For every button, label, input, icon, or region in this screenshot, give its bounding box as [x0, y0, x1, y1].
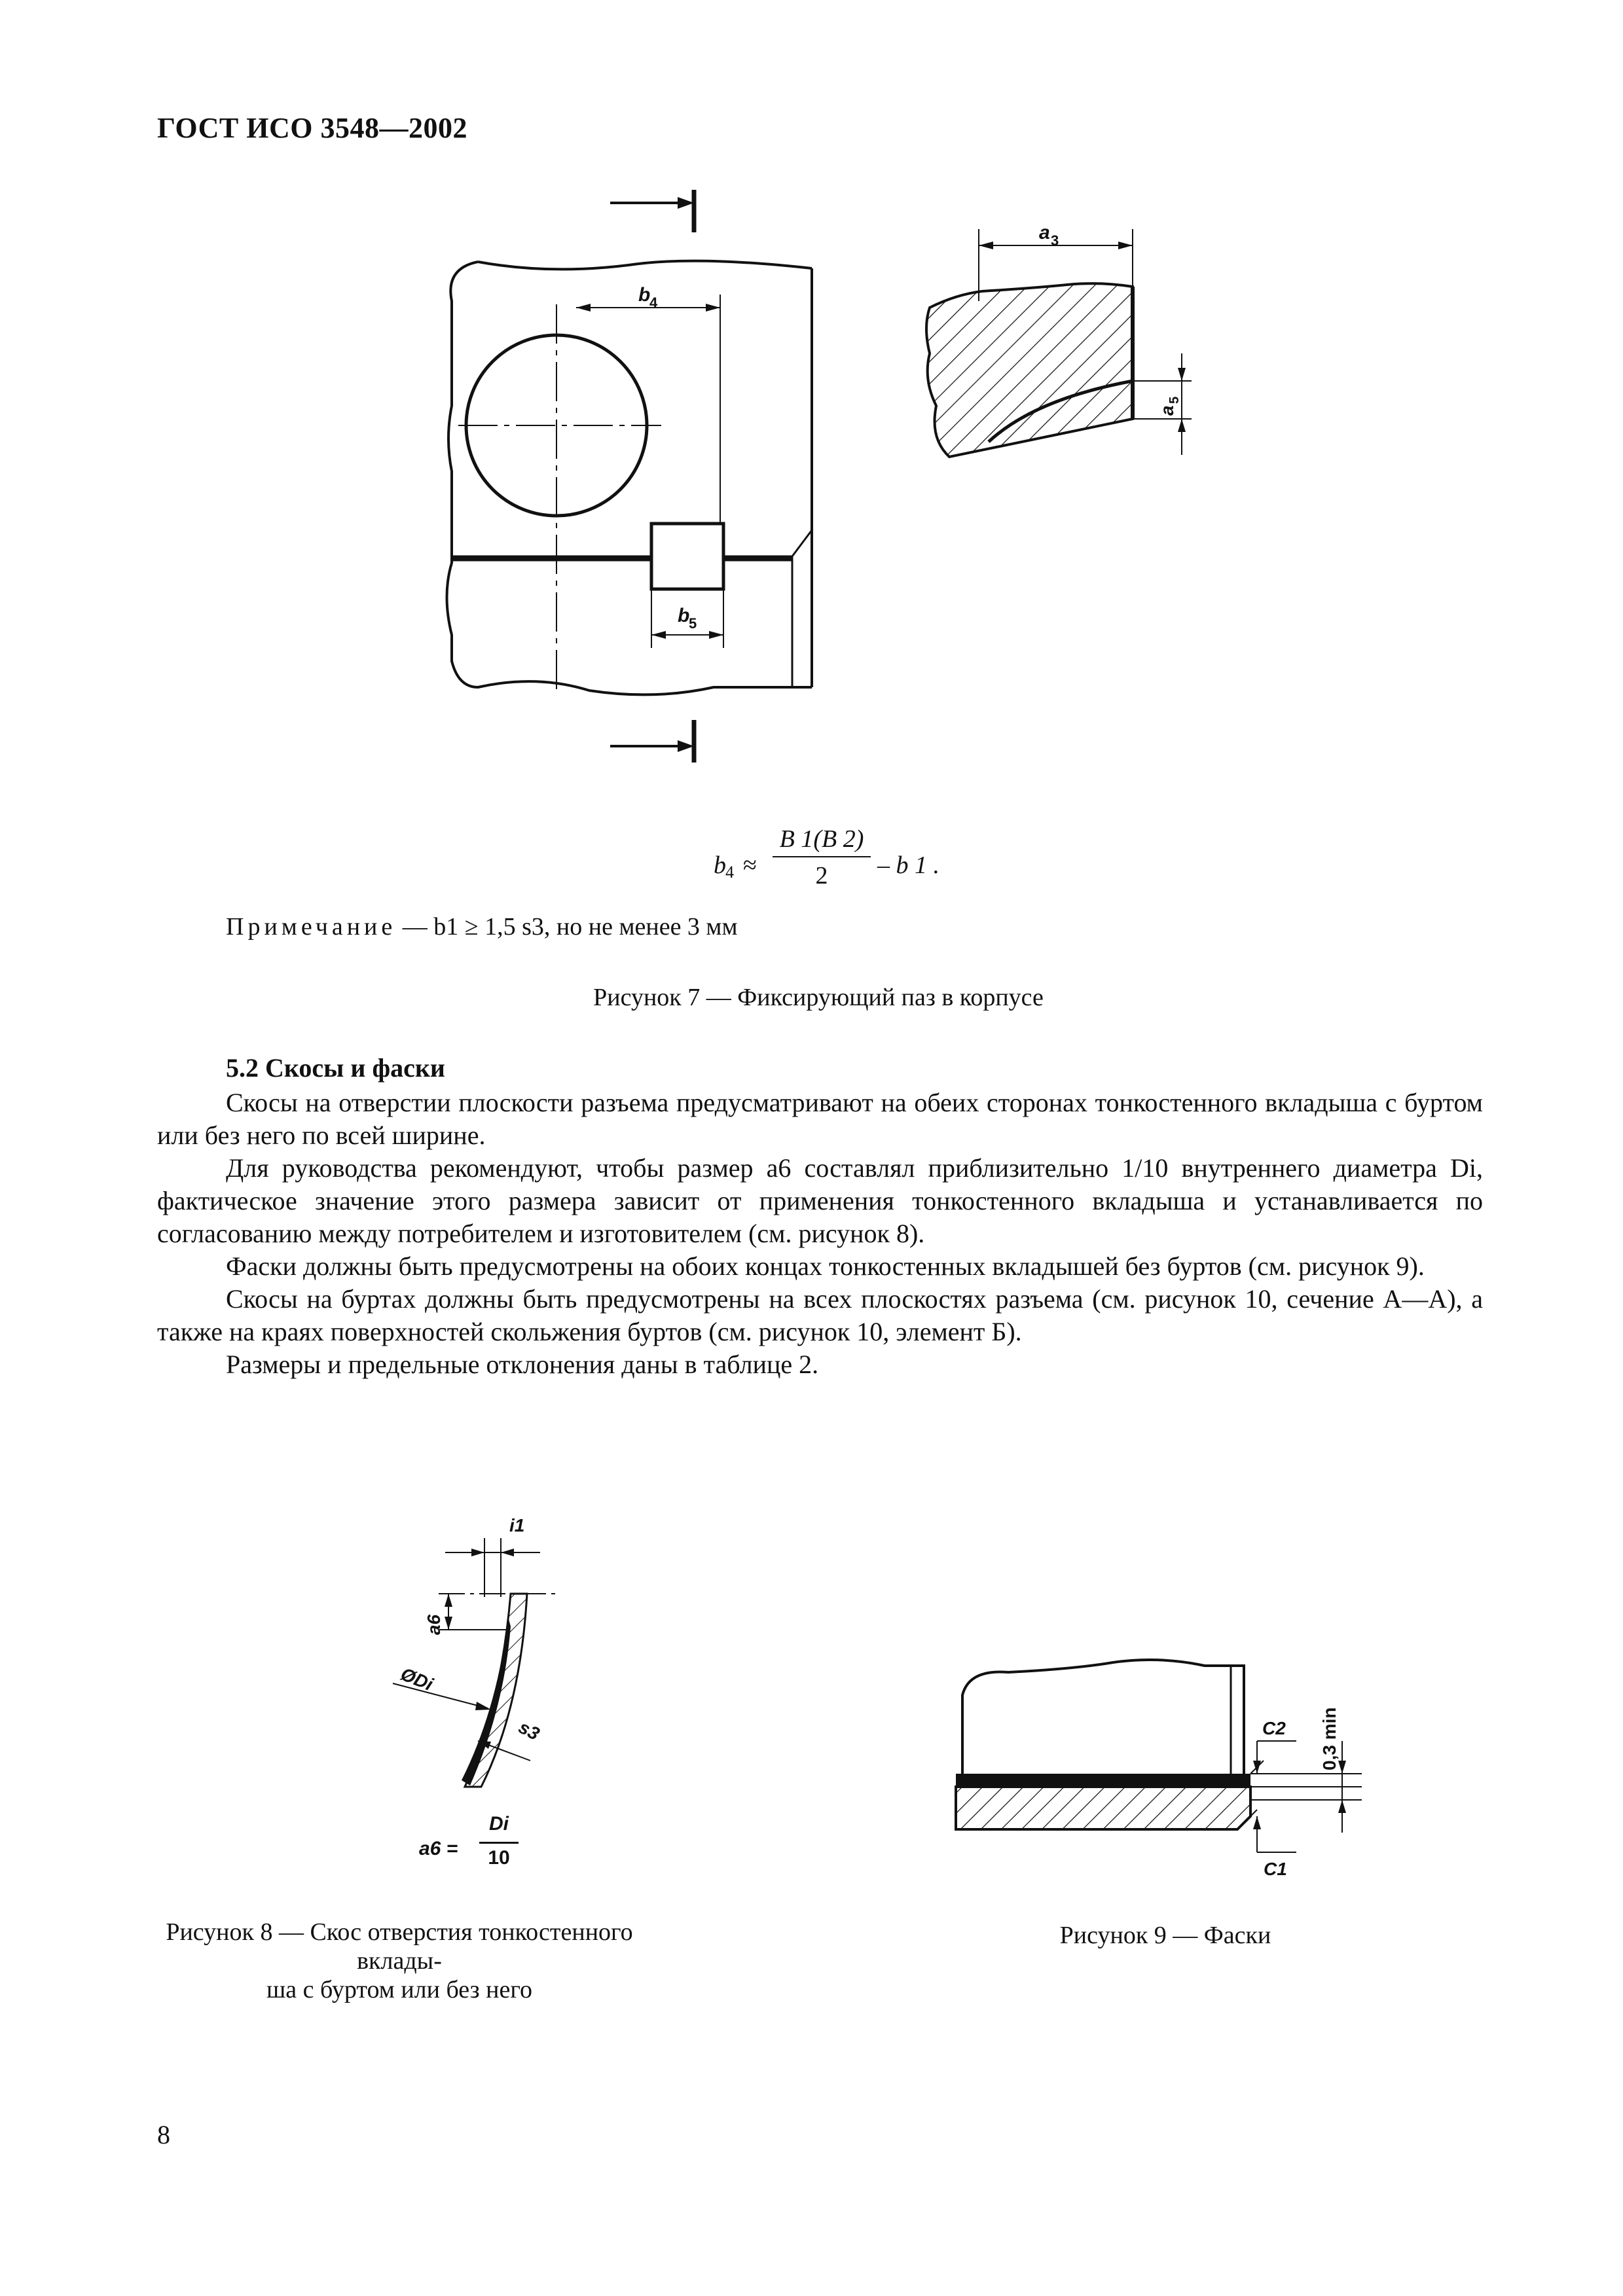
figure-7-drawing [419, 177, 825, 779]
label-b5: b [678, 605, 690, 626]
formula-b4 [714, 825, 989, 897]
paragraph-4: Скосы на буртах должны быть предусмотрены на всех плоскостях разъема (см. рисунок 10, сечение А—А), а также на краях поверхностей скольжения буртов (см. рисунок 10, элемент Б). [157, 1284, 1483, 1346]
paragraph-5: Размеры и предельные отклонения даны в таблице 2. [226, 1350, 819, 1379]
formula-a6-lhs: a6 = [419, 1838, 458, 1859]
figure-8-caption-line-2: ша с буртом или без него [266, 1976, 532, 2003]
label-a3: a [1039, 222, 1050, 243]
formula-a6-num: Di [489, 1813, 509, 1835]
label-b5-sub: 5 [689, 615, 697, 632]
label-a3-sub: 3 [1051, 232, 1059, 249]
note-prefix: Примечание [226, 913, 397, 941]
label-a5-sub: 5 [1167, 396, 1182, 404]
label-di: ØDi [397, 1663, 436, 1695]
formula-a6-bar [479, 1842, 519, 1844]
formula-lhs: b [714, 852, 726, 879]
figure-8-caption-line-1: Рисунок 8 — Скос отверстия тонкостенного вклады- [166, 1918, 633, 1975]
figure-7-section-detail [903, 209, 1218, 471]
figure-8-caption [157, 1918, 642, 2004]
figure-7-caption: Рисунок 7 — Фиксирующий паз в корпусе [593, 984, 1044, 1011]
formula-approx: ≈ [743, 852, 757, 879]
formula-a6-den: 10 [488, 1847, 510, 1869]
formula-rhs: – b 1 . [877, 852, 939, 879]
paragraph-3: Фаски должны быть предусмотрены на обоих концах тонкостенных вкладышей без буртов (см. рисунок 9). [226, 1251, 1425, 1281]
label-b4: b [638, 284, 651, 306]
figure-8-formula [419, 1813, 550, 1885]
note-text: — b1 ≥ 1,5 s3, но не менее 3 мм [396, 913, 738, 941]
formula-fraction-bar [773, 856, 871, 857]
label-a6: a6 [424, 1614, 444, 1635]
label-i1: i1 [509, 1515, 525, 1535]
paragraph-2: Для руководства рекомендуют, чтобы размер a6 составлял приблизительно 1/10 внутреннего диаметра Di, фактическое значение этого размера зависит от применения тонкостенного вкладыша и устанавливается по согласованию между потребителем и изготовителем (см. рисунок 8). [157, 1153, 1483, 1248]
section-body [157, 1086, 1483, 1381]
page-number: 8 [157, 2120, 170, 2149]
label-a5: a [1157, 405, 1177, 416]
paragraph-1: Скосы на отверстии плоскости разъема предусматривают на обеих сторонах тонкостенного вкладыша с буртом или без него по всей ширине. [157, 1088, 1483, 1150]
label-c1: C1 [1264, 1859, 1287, 1879]
figure-9-drawing [943, 1643, 1368, 1885]
label-min: 0,3 min [1319, 1707, 1340, 1770]
document-header: ГОСТ ИСО 3548—2002 [157, 112, 468, 144]
formula-denominator: 2 [815, 862, 828, 889]
label-s3: s3 [515, 1716, 543, 1744]
formula-lhs-sub: 4 [725, 863, 734, 882]
figure-9-caption: Рисунок 9 — Фаски [1059, 1922, 1271, 1949]
formula-numerator: B 1(B 2) [779, 825, 864, 853]
figure-7-note [226, 912, 738, 941]
label-b4-sub: 4 [649, 295, 658, 311]
label-c2: C2 [1262, 1718, 1286, 1738]
section-title: 5.2 Скосы и фаски [226, 1053, 445, 1083]
